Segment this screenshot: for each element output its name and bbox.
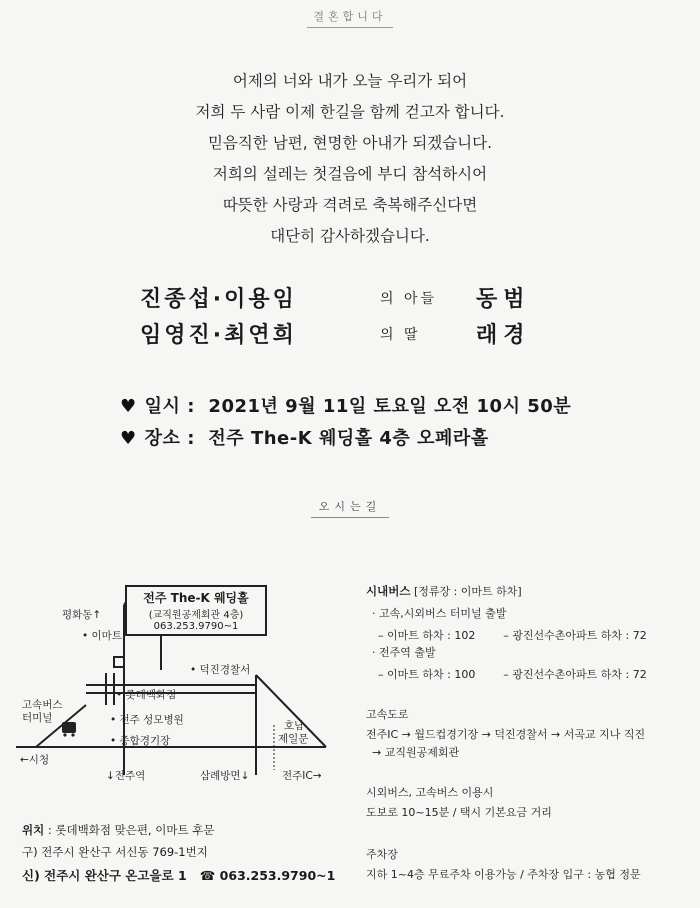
- map-label-honam-2: 제일문: [278, 733, 309, 745]
- wedding-hall-name: 전주 The-K 웨딩홀: [143, 591, 249, 605]
- city-bus-line: – 이마트 하차 : 100 – 광진선수촌아파트 하차 : 72: [378, 668, 647, 681]
- highway-heading: 고속도로: [366, 708, 409, 721]
- phone-icon: ☎: [199, 868, 216, 883]
- map-label-cityhall: ←시청: [20, 754, 50, 766]
- groom-name: 동범: [476, 287, 531, 312]
- bride-parents: 임영진·최연희: [140, 323, 297, 348]
- map-label-honam-1: 호남: [284, 720, 305, 732]
- map-label-jeonju-ic: 전주IC→: [282, 770, 322, 782]
- greeting-line: 어제의 너와 내가 오늘 우리가 되어: [232, 72, 468, 90]
- wedding-hall-sub: (교직원공제회관 4층): [148, 610, 244, 621]
- groom-relation: 의 아들: [380, 291, 438, 307]
- map-label-samrye: 삼례방면↓: [200, 770, 250, 782]
- greeting-line: 따뜻한 사랑과 격려로 축복해주신다면: [222, 196, 478, 214]
- invitation-title: 결혼합니다: [0, 8, 700, 28]
- highway-line: 전주IC → 월드컵경기장 → 덕진경찰서 → 서곡교 지나 직진: [366, 728, 646, 741]
- city-bus-line: – 이마트 하차 : 102 – 광진선수촌아파트 하차 : 72: [378, 629, 647, 642]
- greeting-line: 저희의 설레는 첫걸음에 부디 참석하시어: [212, 165, 488, 183]
- highway-line: → 교직원공제회관: [372, 746, 460, 759]
- bride-relation: 의 딸: [380, 327, 421, 343]
- intercity-line: 도보로 10~15분 / 택시 기본요금 거리: [366, 806, 552, 819]
- wedding-hall-box: [125, 585, 267, 636]
- place-label: 장소: [144, 428, 181, 449]
- greeting-line: 저희 두 사람 이제 한길을 함께 걷고자 합니다.: [195, 103, 505, 121]
- groom-parents: 진종섭·이용임: [140, 287, 297, 312]
- groom-line: [140, 282, 600, 312]
- event-place: ♥ 장소 : 전주 The-K 웨딩홀 4층 오페라홀: [120, 428, 489, 449]
- map-label-deokjin: • 덕진경찰서: [190, 664, 251, 676]
- map-label-terminal-2: 터미널: [22, 712, 53, 724]
- place-value: 전주 The-K 웨딩홀 4층 오페라홀: [208, 428, 489, 449]
- bride-line: [140, 318, 600, 348]
- wedding-hall-phone: 063.253.9790~1: [153, 621, 239, 632]
- map-label-terminal-1: 고속버스: [22, 699, 63, 711]
- map-label-hospital: • 전주 성모병원: [110, 714, 184, 726]
- wedding-hall-marker: [114, 657, 124, 667]
- city-bus-line: · 전주역 출발: [372, 646, 436, 659]
- heart-icon: ♥: [120, 428, 137, 449]
- date-value: 2021년 9월 11일 토요일 오전 10시 50분: [208, 396, 572, 417]
- event-date: ♥ 일시 : 2021년 9월 11일 토요일 오전 10시 50분: [120, 396, 572, 417]
- map-label-stadium: • 종합경기장: [110, 735, 171, 747]
- parking-heading: 주차장: [366, 848, 398, 861]
- old-address-line: 구) 전주시 완산구 서신동 769-1번지: [22, 845, 208, 859]
- date-label: 일시: [144, 396, 181, 417]
- new-address-line: 신) 전주시 완산구 온고을로 1 ☎ 063.253.9790~1: [22, 868, 336, 883]
- directions-title: 오시는길: [0, 498, 700, 518]
- location-line: 위치 : 롯데백화점 맞은편, 이마트 후문: [22, 823, 215, 837]
- city-bus-line: · 고속,시외버스 터미널 출발: [372, 607, 507, 620]
- phone-number: 063.253.9790~1: [219, 868, 336, 883]
- map-label-pyeonghwa: 평화동↑: [62, 609, 102, 621]
- greeting-message: [0, 66, 700, 252]
- greeting-line: 대단히 감사하겠습니다.: [270, 227, 430, 245]
- intercity-heading: 시외버스, 고속버스 이용시: [366, 786, 494, 799]
- map-label-lotte: • 롯데백화점: [116, 689, 177, 701]
- bus-icon: [62, 722, 76, 733]
- bride-name: 래경: [476, 323, 531, 348]
- parking-line: 지하 1~4층 무료주차 이용가능 / 주차장 입구 : 농협 정문: [366, 868, 641, 881]
- city-bus-heading: 시내버스 [정류장 : 이마트 하차]: [366, 584, 522, 598]
- greeting-line: 믿음직한 남편, 현명한 아내가 되겠습니다.: [207, 134, 493, 152]
- map-label-station: ↓전주역: [106, 770, 146, 782]
- heart-icon: ♥: [120, 396, 137, 417]
- map-label-emart: • 이마트: [82, 630, 122, 642]
